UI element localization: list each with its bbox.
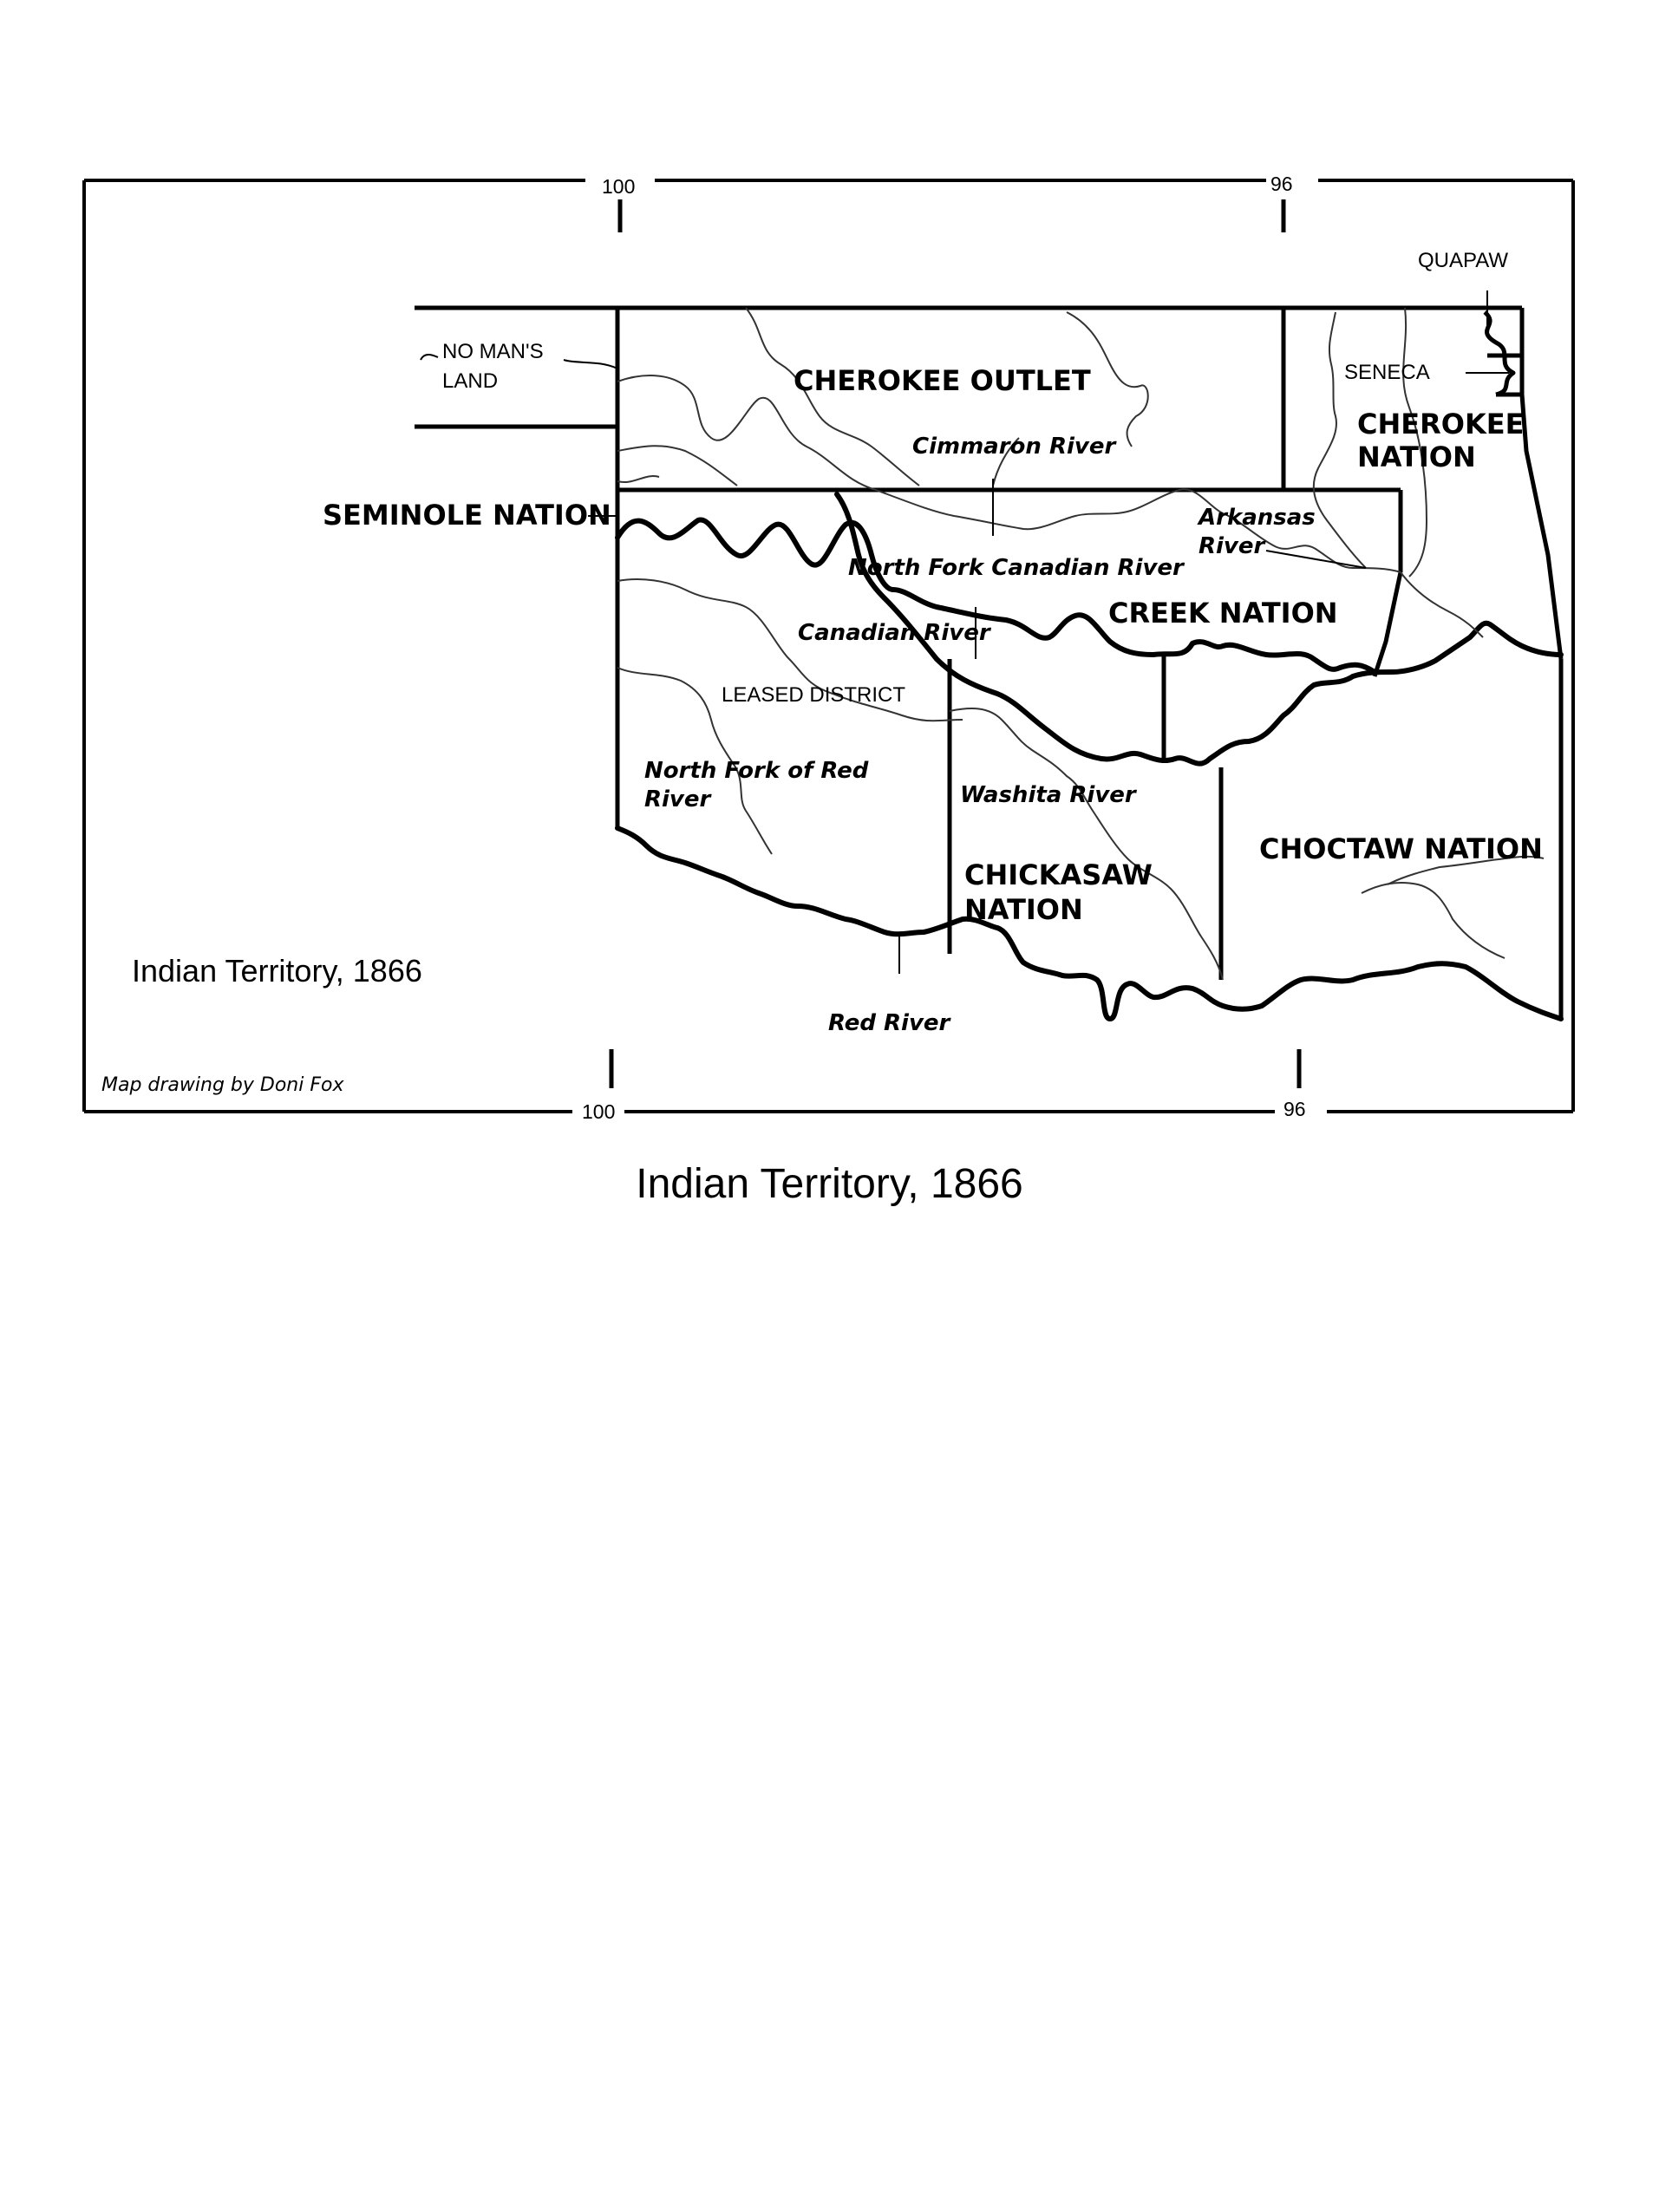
- no-mans-land-label: NO MAN'S LAND: [442, 340, 544, 393]
- map-credit: Map drawing by Doni Fox: [101, 1074, 344, 1096]
- seneca-label: SENECA: [1344, 361, 1430, 384]
- cherokee-nation-label: CHEROKEE NATION: [1357, 408, 1525, 473]
- meridian-label-bottom-left: 100: [582, 1100, 616, 1123]
- creek-nation-label: CREEK NATION: [1108, 597, 1338, 630]
- meridian-label-top-left: 100: [602, 175, 636, 198]
- chickasaw-nation-label: CHICKASAW NATION: [964, 858, 1153, 926]
- page-caption: Indian Territory, 1866: [636, 1161, 1023, 1207]
- choctaw-nation-label: CHOCTAW NATION: [1259, 832, 1543, 865]
- red-river-label: Red River: [828, 1010, 950, 1036]
- leased-district-label: LEASED DISTRICT: [722, 683, 906, 707]
- canadian-river-label: Canadian River: [798, 620, 990, 646]
- map-title: Indian Territory, 1866: [132, 953, 422, 989]
- meridian-label-bottom-right: 96: [1283, 1098, 1306, 1120]
- arkansas-river-label: Arkansas River: [1199, 505, 1316, 559]
- quapaw-label: QUAPAW: [1418, 249, 1509, 272]
- north-fork-canadian-river-label: North Fork Canadian River: [848, 555, 1184, 581]
- seminole-nation-label: SEMINOLE NATION: [323, 499, 611, 532]
- cimmaron-river-label: Cimmaron River: [912, 434, 1116, 460]
- meridian-label-top-right: 96: [1270, 173, 1293, 195]
- washita-river-label: Washita River: [960, 782, 1136, 808]
- north-fork-red-river-label: North Fork of Red River: [644, 758, 869, 812]
- cherokee-outlet-label: CHEROKEE OUTLET: [794, 364, 1091, 397]
